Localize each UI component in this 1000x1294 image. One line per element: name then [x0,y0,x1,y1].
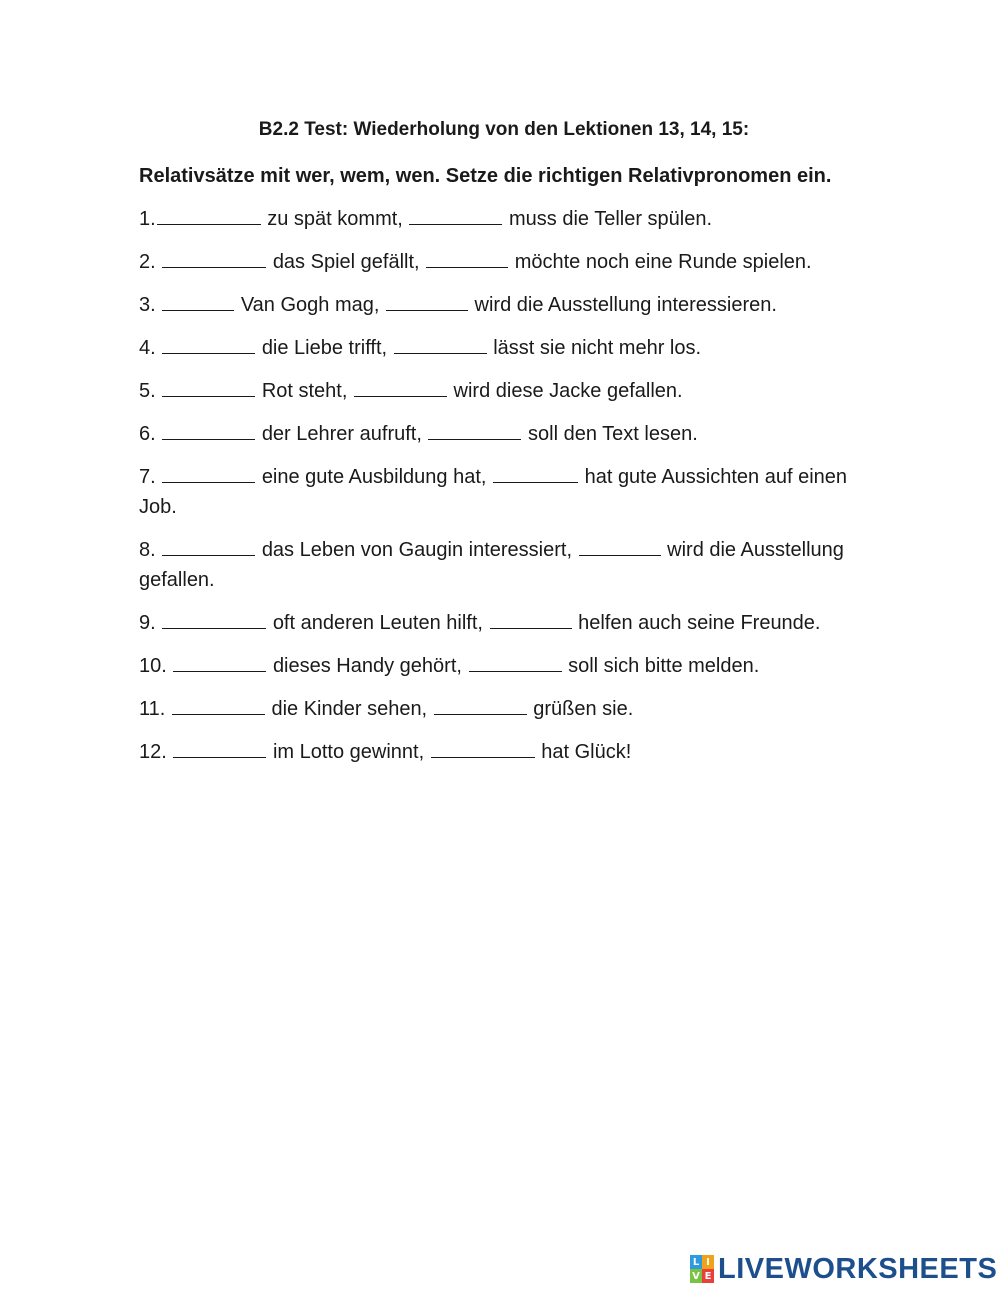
answer-blank[interactable] [354,378,447,397]
item-clause-b: möchte noch eine Runde spielen. [514,251,812,273]
item-number: 2. [139,251,156,273]
item-clause-b: lässt sie nicht mehr los. [493,337,702,359]
answer-blank[interactable] [162,292,234,311]
item-clause-b: soll sich bitte melden. [568,655,760,677]
item-clause-b: hat Glück! [541,741,632,763]
item-clause-b: wird die Ausstellung gefallen. [139,539,844,591]
item-clause-b: hat gute Aussichten auf einen Job. [139,466,847,518]
answer-blank[interactable] [162,249,266,268]
exercise-item [139,462,869,522]
exercise-item [139,737,869,767]
item-clause-a: oft anderen Leuten hilft, [272,612,483,634]
answer-blank[interactable] [434,696,527,715]
logo-icon-letter: L [690,1255,702,1269]
worksheet [139,116,869,780]
item-clause-b: wird diese Jacke gefallen. [453,380,683,402]
exercise-item [139,535,869,595]
item-clause-a: das Leben von Gaugin interessiert, [261,539,573,561]
answer-blank[interactable] [386,292,468,311]
answer-blank[interactable] [172,696,265,715]
answer-blank[interactable] [469,653,562,672]
item-clause-b: wird die Ausstellung interessieren. [474,294,777,316]
logo-text: LIVEWORKSHEETS [718,1252,998,1285]
exercise-list [139,204,869,767]
logo-icon-letter: E [702,1269,714,1283]
item-clause-b: muss die Teller spülen. [508,208,713,230]
item-clause-b: helfen auch seine Freunde. [578,612,821,634]
answer-blank[interactable] [173,653,266,672]
answer-blank[interactable] [162,537,255,556]
answer-blank[interactable] [157,206,261,225]
answer-blank[interactable] [162,378,255,397]
item-number: 10. [139,655,167,677]
item-clause-a: eine gute Ausbildung hat, [261,466,487,488]
exercise-item [139,651,869,681]
item-clause-a: der Lehrer aufruft, [261,423,422,445]
item-number: 4. [139,337,156,359]
answer-blank[interactable] [409,206,502,225]
item-clause-a: Van Gogh mag, [240,294,380,316]
item-clause-a: dieses Handy gehört, [272,655,462,677]
answer-blank[interactable] [162,610,266,629]
exercise-item [139,608,869,638]
logo-icon-letter: V [690,1269,702,1283]
item-clause-a: die Kinder sehen, [271,698,428,720]
answer-blank[interactable] [428,421,521,440]
answer-blank[interactable] [162,464,255,483]
exercise-item [139,290,869,320]
item-number: 7. [139,466,156,488]
item-number: 3. [139,294,156,316]
item-number: 9. [139,612,156,634]
exercise-item [139,333,869,363]
answer-blank[interactable] [394,335,487,354]
item-clause-a: zu spät kommt, [267,208,403,230]
exercise-item [139,247,869,277]
item-number: 5. [139,380,156,402]
answer-blank[interactable] [173,739,266,758]
item-clause-b: grüßen sie. [533,698,634,720]
item-clause-b: soll den Text lesen. [528,423,698,445]
answer-blank[interactable] [162,421,255,440]
item-clause-a: das Spiel gefällt, [272,251,420,273]
item-number: 1. [139,208,156,230]
item-number: 6. [139,423,156,445]
exercise-item [139,694,869,724]
item-number: 8. [139,539,156,561]
item-clause-a: die Liebe trifft, [261,337,388,359]
exercise-item [139,419,869,449]
item-clause-a: Rot steht, [261,380,348,402]
logo-icon-letter: I [702,1255,714,1269]
answer-blank[interactable] [426,249,508,268]
answer-blank[interactable] [162,335,255,354]
item-clause-a: im Lotto gewinnt, [272,741,425,763]
exercise-item [139,376,869,406]
exercise-item [139,204,869,234]
answer-blank[interactable] [490,610,572,629]
answer-blank[interactable] [431,739,535,758]
liveworksheets-logo-icon [690,1255,714,1283]
item-number: 12. [139,741,167,763]
item-number: 11. [139,698,166,720]
liveworksheets-logo [690,1252,997,1286]
exercise-instruction: Relativsätze mit wer, wem, wen. Setze die richtigen Relativpronomen ein. [139,165,832,187]
answer-blank[interactable] [579,537,661,556]
answer-blank[interactable] [493,464,578,483]
worksheet-title: B2.2 Test: Wiederholung von den Lektionen 13, 14, 15: [258,119,750,140]
